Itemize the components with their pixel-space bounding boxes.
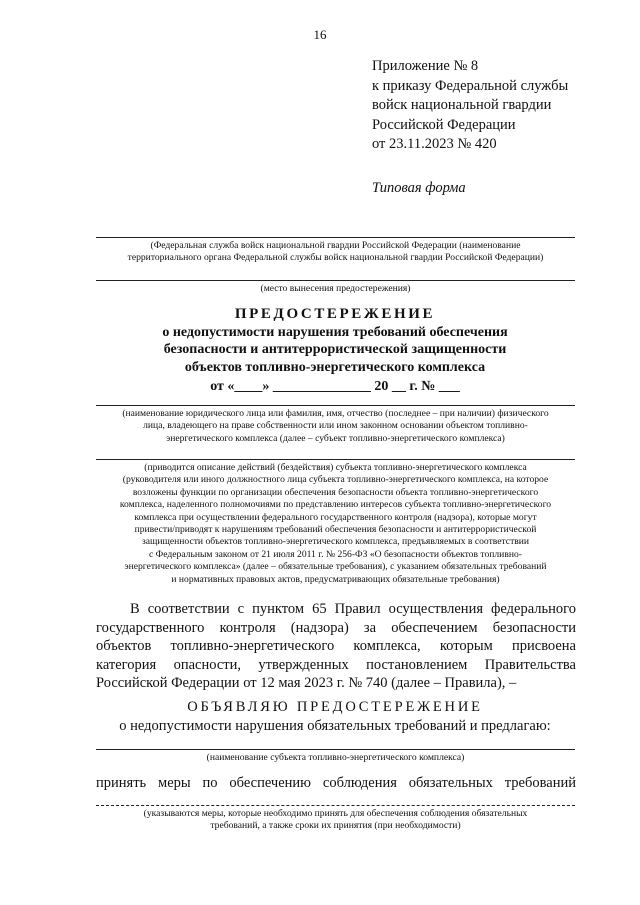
announcement-heading: ОБЪЯВЛЯЮ ПРЕДОСТЕРЕЖЕНИЕ [187,699,483,715]
caption-line: (наименование юридического лица или фамилия, имя, отчество (последнее – при наличии) физического [122,408,549,419]
paragraph-line: Российской Федерации от 12 мая 2023 г. № 740 (далее – Правила), – [96,675,517,691]
page-number: 16 [313,27,327,42]
blank-line-actions [96,459,575,460]
caption-line: комплекса при осуществлении федерального государственного контроля (надзора), которые могут [134,511,537,523]
caption-line: (Федеральная служба войск национальной гвардии Российской Федерации (наименование [150,240,521,251]
document-title [95,306,575,396]
title-main: ПРЕДОСТЕРЕЖЕНИЕ [234,306,436,322]
announcement-block [95,698,575,736]
body-paragraph [96,600,576,693]
caption-place: (место вынесения предостережения) [260,283,411,294]
measures-statement [96,775,576,792]
caption-line: (указываются меры, которые необходимо принять для обеспечения соблюдения обязательных [143,808,528,819]
caption-line: с Федеральным законом от 21 июля 2011 г. № 256-ФЗ «О безопасности объектов топливно- [149,548,522,560]
blank-line-place [96,280,575,281]
title-line: безопасности и антитеррористической защищенности [163,342,507,357]
paragraph-line: объектов топливно-энергетического комплекса, которым присвоена [96,638,576,654]
measures-line: принять меры по обеспечению соблюдения обязательных требований [96,775,576,791]
title-line: о недопустимости нарушения требований обеспечения [162,324,508,340]
caption-line: лица, владеющего на праве собственности или ином законном основании объектом топливно- [143,420,528,432]
caption-line: привести/приводят к нарушениям требований обеспечения безопасности и антитеррористической [134,524,537,536]
form-type-label: Типовая форма [372,180,466,196]
paragraph-line: государственного контроля (надзора) за обеспечением безопасности [96,619,576,636]
caption-line: территориального органа Федеральной службы войск национальной гвардии Российской Федерации) [127,252,544,264]
caption-line: комплекса, наделенного полномочиями по представлению интересов субъекта топливно-энергетического [119,499,552,511]
appendix-block [372,57,568,155]
appendix-line: войск национальной гвардии [372,97,552,113]
caption-line: (руководителя или иного должностного лица субъекта топливно-энергетического комплекса, на которое [122,474,549,486]
paragraph-line: В соответствии с пунктом 65 Правил осуществления федерального [130,601,576,617]
caption-authority [96,240,575,265]
blank-line-authority [96,237,575,238]
caption-subject-name: (наименование субъекта топливно-энергетического комплекса) [206,752,465,763]
caption-line: (приводится описание действий (бездействия) субъекта топливно-энергетического комплекса [144,462,527,473]
caption-measures [96,808,575,833]
appendix-line: Российской Федерации [372,116,516,133]
title-date-line: от «____» ______________ 20 __ г. № ___ [210,379,460,394]
appendix-line: от 23.11.2023 № 420 [372,136,497,152]
caption-line: и нормативных правовых актов, предусматривающих обязательные требования) [171,573,500,585]
blank-line-subject [96,405,575,406]
announcement-subline: о недопустимости нарушения обязательных требований и предлагаю: [119,718,551,734]
paragraph-line: категория опасности, утвержденных постановлением Правительства [96,656,576,673]
caption-subject [96,408,575,445]
caption-line: защищенности объектов топливно-энергетического комплекса, предъявляемых в соответствии [141,536,530,548]
title-line: объектов топливно-энергетического комплекса [184,359,486,375]
caption-line: возложены функции по организации обеспечения безопасности объекта топливно-энергетического [132,486,539,498]
caption-line: требований, а также сроки их принятия (при необходимости) [210,820,461,832]
caption-line: энергетического комплекса» (далее – обязательные требования), с указанием обязательных требований [124,561,547,573]
appendix-line: Приложение № 8 [372,58,479,74]
appendix-line: к приказу Федеральной службы [372,77,569,94]
blank-line-subject-name [96,749,575,750]
blank-line-measures [96,805,575,806]
caption-line: энергетического комплекса (далее – субъект топливно-энергетического комплекса) [166,432,505,444]
caption-actions [96,462,575,586]
